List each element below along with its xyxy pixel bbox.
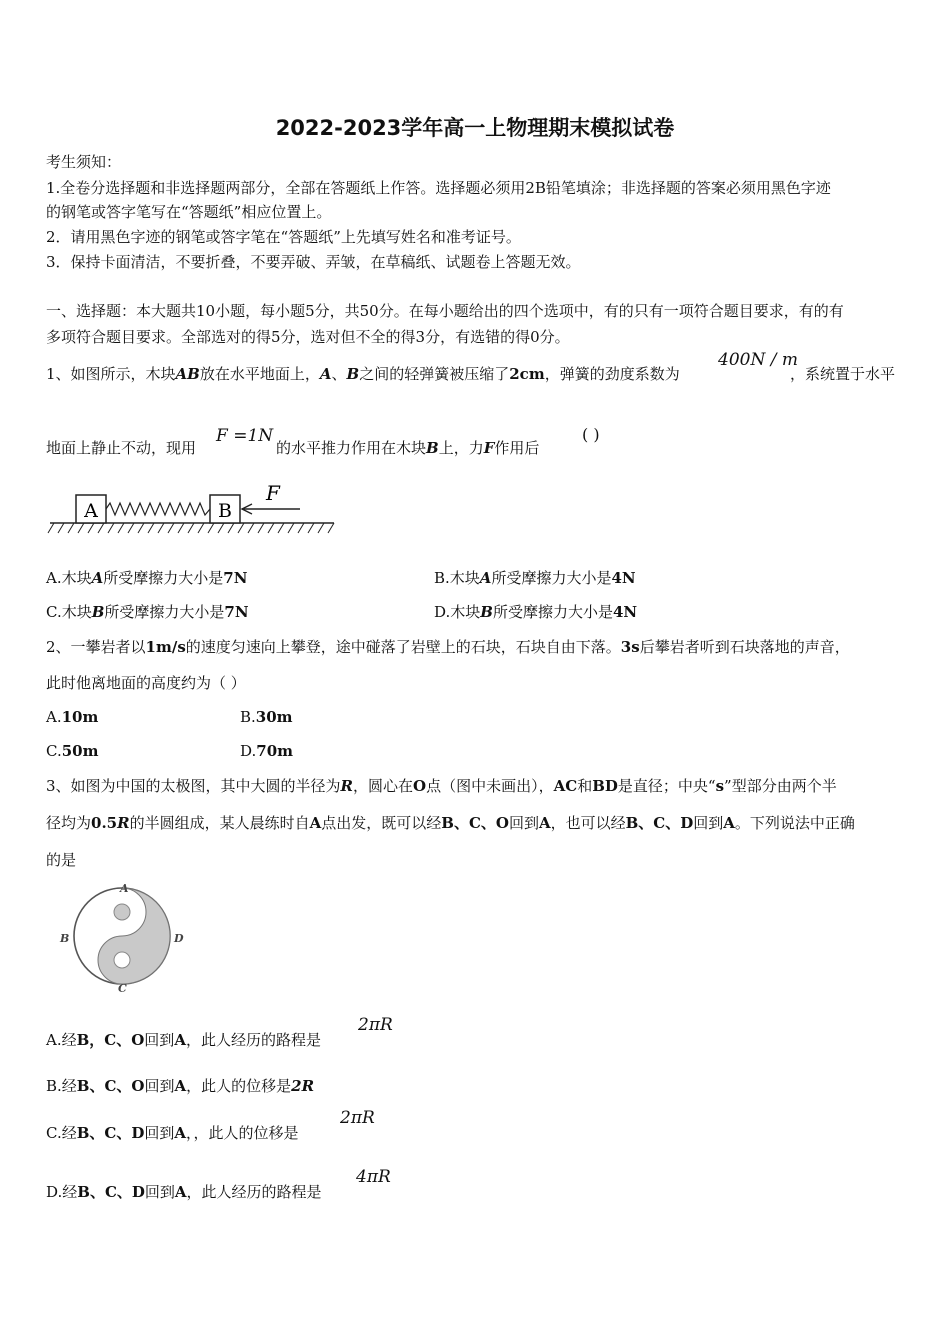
q3-bd: BD: [592, 777, 618, 795]
q1-f: F: [483, 439, 495, 457]
q3-option-d[interactable]: [46, 1182, 322, 1202]
q3-half: 0.5: [91, 814, 118, 832]
block-a-label: A: [84, 500, 98, 522]
option-text: ，此人的位移是: [186, 1077, 292, 1095]
q3-option-c-math: 2πR: [340, 1108, 375, 1128]
q3-text: 径均为: [46, 814, 92, 832]
q2-line-2: 此时他离地面的高度约为（ ）: [46, 674, 246, 692]
q2-speed: 1m/s: [145, 638, 186, 656]
q1-option-d[interactable]: [434, 602, 637, 622]
taiji-label-d: D: [174, 932, 184, 945]
q3-option-a-math: 2πR: [358, 1015, 393, 1035]
option-value: 7N: [223, 569, 248, 587]
q3-o: O: [413, 777, 427, 795]
q1-text: 上，力: [438, 439, 484, 457]
q3-r: R: [117, 814, 130, 832]
option-value: 10m: [61, 708, 99, 726]
taiji-label-b: B: [60, 932, 70, 945]
q1-force: F =1N: [216, 426, 274, 446]
notice-heading: 考生须知：: [46, 153, 122, 171]
q2-text: 的速度匀速向上攀登，途中碰落了岩壁上的石块，石块自由下落。: [185, 638, 621, 656]
option-label: C.经: [46, 1124, 77, 1142]
q3-text: ，圆心在: [353, 777, 414, 795]
option-label: B.: [240, 708, 256, 726]
q1-text: 地面上静止不动，现用: [46, 439, 197, 457]
option-dest: A: [174, 1077, 187, 1095]
q3-text: 。下列说法中正确: [734, 814, 855, 832]
option-value: 30m: [255, 708, 293, 726]
option-text: 回到: [144, 1183, 175, 1201]
q3-text: 的半圆组成，某人晨练时自: [129, 814, 310, 832]
q1-option-b[interactable]: [434, 568, 636, 588]
q1-ab: AB: [175, 365, 200, 383]
option-object: B: [480, 603, 493, 621]
option-object: B: [91, 603, 105, 621]
option-label: A.木块: [46, 569, 92, 587]
q2-option-d[interactable]: [240, 741, 293, 761]
q2-option-c[interactable]: [46, 741, 98, 761]
q3-option-d-math: 4πR: [356, 1167, 391, 1187]
q1-figure: [44, 478, 340, 540]
q3-ac: AC: [553, 777, 578, 795]
q3-a: A: [723, 814, 735, 832]
taiji-label-a: A: [120, 882, 129, 895]
spring: [106, 503, 210, 515]
q3-option-a[interactable]: [46, 1030, 321, 1050]
q1-compression: 2cm: [509, 365, 545, 383]
taiji-upper-dot: [114, 904, 130, 920]
option-dest: A: [174, 1124, 186, 1142]
q3-s: s: [715, 777, 725, 795]
option-text: 回到: [144, 1124, 175, 1142]
option-value: 70m: [256, 742, 294, 760]
q3-r: R: [340, 777, 354, 795]
q1-text: 作用后: [494, 439, 540, 457]
q1-line-1: [46, 364, 680, 384]
notice-item-2: 2．请用黑色字迹的钢笔或答字笔在“答题纸”上先填写姓名和准考证号。: [46, 228, 521, 246]
q3-text: 点（图中未画出），: [426, 777, 554, 795]
option-text: 所受摩擦力大小是: [104, 603, 225, 621]
option-label: D.经: [46, 1183, 78, 1201]
section-instructions-2: 多项符合题目要求。全部选对的得5分，选对但不全的得3分，有选错的得0分。: [46, 328, 570, 346]
q2-option-a[interactable]: [46, 707, 98, 727]
q3-text: 点出发，既可以经: [321, 814, 442, 832]
option-text: 所受摩擦力大小是: [103, 569, 224, 587]
option-label: A.: [46, 708, 62, 726]
option-label: D.木块: [434, 603, 481, 621]
q1-a: A: [319, 365, 332, 383]
option-label: B.经: [46, 1077, 77, 1095]
q1-line-2b: [276, 438, 539, 458]
q2-text: 2、一攀岩者以: [46, 638, 146, 656]
block-b-label: B: [218, 500, 232, 522]
option-text: 回到: [144, 1031, 175, 1049]
q1-answer-paren: ( ): [582, 425, 600, 444]
q1-b: B: [346, 365, 360, 383]
q3-route: B、C、D: [625, 814, 694, 832]
q3-option-b[interactable]: [46, 1076, 314, 1096]
force-label: F: [266, 481, 280, 505]
option-object: A: [91, 569, 104, 587]
q3-a: A: [538, 814, 551, 832]
q3-a: A: [309, 814, 322, 832]
q1-text: 1、如图所示，木块: [46, 365, 176, 383]
q1-text: 的水平推力作用在木块: [276, 439, 427, 457]
q2-line-1: [46, 637, 850, 657]
option-object: A: [479, 569, 492, 587]
option-label: D.: [240, 742, 257, 760]
q3-line-1: [46, 776, 837, 796]
q3-route: B、C、O: [441, 814, 509, 832]
option-route: B、C、D: [77, 1183, 145, 1201]
option-text: 所受摩擦力大小是: [491, 569, 612, 587]
notice-item-1: 1.全卷分选择题和非选择题两部分，全部在答题纸上作答。选择题必须用2B铅笔填涂；非选择题的答案必须用黑色字迹: [46, 179, 831, 197]
option-label: C.木块: [46, 603, 92, 621]
option-route: B、C、O: [76, 1077, 145, 1095]
q1-option-c[interactable]: [46, 602, 249, 622]
ground-hatch: [48, 523, 334, 533]
option-dest: A: [174, 1183, 187, 1201]
q1-option-a[interactable]: [46, 568, 247, 588]
q3-option-c[interactable]: [46, 1123, 299, 1143]
option-value: 50m: [61, 742, 99, 760]
q3-line-3: 的是: [46, 851, 77, 869]
q1-text: ，弹簧的劲度系数为: [544, 365, 680, 383]
q1-text: 之间的轻弹簧被压缩了: [359, 365, 510, 383]
option-route: B、C、D: [76, 1124, 145, 1142]
q3-text: 回到: [508, 814, 539, 832]
q3-text: 是直径；中央“: [617, 777, 716, 795]
taiji-figure: [56, 882, 196, 994]
q1-spring-constant: 400N / m: [718, 350, 798, 370]
option-route: B，C、O: [76, 1031, 145, 1049]
option-value: 4N: [611, 569, 636, 587]
page-title: 2022-2023学年高一上物理期末模拟试卷: [275, 116, 675, 140]
taiji-label-c: C: [118, 982, 127, 994]
option-text: ，此人经历的路程是: [186, 1183, 322, 1201]
option-value: 7N: [224, 603, 249, 621]
q3-text: 回到: [693, 814, 724, 832]
q3-text: ”型部分由两个半: [724, 777, 837, 795]
notice-item-1-cont: 的钢笔或答字笔写在“答题纸”相应位置上。: [46, 203, 332, 221]
q3-text: 3、如图为中国的太极图，其中大圆的半径为: [46, 777, 341, 795]
q2-text: 后攀岩者听到石块落地的声音，: [639, 638, 850, 656]
q2-time: 3s: [620, 638, 640, 656]
option-value: 4N: [612, 603, 638, 621]
section-instructions-1: 一、选择题：本大题共10小题，每小题5分，共50分。在每小题给出的四个选项中，有的只有一项符合题目要求，有的有: [46, 302, 844, 320]
option-value: 2R: [291, 1077, 315, 1095]
option-text: 所受摩擦力大小是: [492, 603, 613, 621]
q1-line-2: [46, 438, 196, 458]
q1-text-end: ，系统置于水平: [790, 365, 896, 383]
option-text: 回到: [144, 1077, 175, 1095]
q3-line-2: [46, 813, 855, 833]
taiji-lower-dot: [114, 952, 130, 968]
option-label: B.木块: [434, 569, 480, 587]
option-label: A.经: [46, 1031, 77, 1049]
q3-text: 和: [577, 777, 593, 795]
option-dest: A: [174, 1031, 186, 1049]
q1-sep: 、: [331, 365, 347, 383]
q3-text: ，也可以经: [550, 814, 626, 832]
notice-item-3: 3．保持卡面清洁，不要折叠，不要弄破、弄皱，在草稿纸、试题卷上答题无效。: [46, 253, 581, 271]
option-label: C.: [46, 742, 62, 760]
q2-option-b[interactable]: [240, 707, 293, 727]
q1-b2: B: [426, 439, 439, 457]
option-text: ，，此人的位移是: [186, 1124, 299, 1142]
q1-text: 放在水平地面上，: [199, 365, 320, 383]
option-text: ，此人经历的路程是: [185, 1031, 321, 1049]
